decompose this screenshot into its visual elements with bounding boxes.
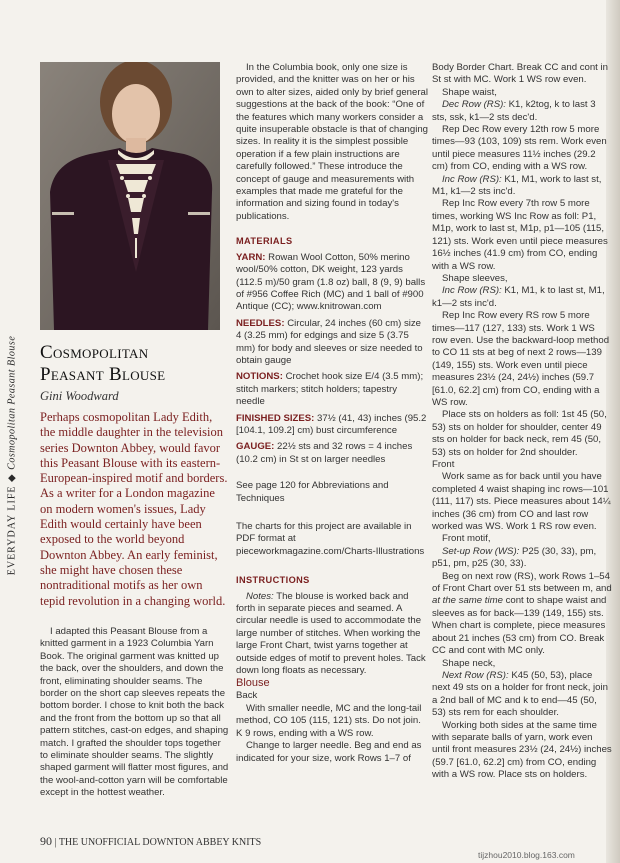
materials-needles: NEEDLES: Circular, 24 inches (60 cm) size 4 (3.25 mm) for edgings and size 5 (3.75 mm) for body and sleeves or size needed to obtain gauge <box>236 317 423 366</box>
shape-neck-label: Shape neck, <box>442 657 496 669</box>
footer-divider: | <box>54 837 59 848</box>
inc-row: Inc Row (RS): K1, M1, work to last st, M1, k1—2 sts inc'd. <box>432 173 602 198</box>
body-column-1 <box>40 626 230 800</box>
instructions-paragraph: Working both sides at the same time with separate balls of yarn, work even until front measures 23½ (24, 24½) inches (59.7 [61.0, 62.2] cm) from CO, ending with a WS row. Place sts on holders. <box>432 719 612 781</box>
materials-notions: NOTIONS: Crochet hook size E/4 (3.5 mm); stitch markers; stitch holders; tapestry needle <box>236 371 424 408</box>
blouse-subheading: Blouse <box>236 677 270 690</box>
diamond-icon: ◆ <box>6 469 18 482</box>
materials-gauge: GAUGE: 22½ sts and 32 rows = 4 inches (10.2 cm) in St st on larger needles <box>236 441 413 465</box>
shape-waist-label: Shape waist, <box>442 86 497 98</box>
page-number: 90 <box>40 834 52 848</box>
watermark: tijzhou2010.blog.163.com <box>478 850 575 860</box>
sidebar-section: EVERYDAY LIFE <box>6 485 18 576</box>
title-line-2: Peasant Blouse <box>40 364 166 385</box>
sidebar-title: Cosmopolitan Peasant Blouse <box>6 335 18 470</box>
article-title <box>40 342 230 386</box>
author-name: Gini Woodward <box>40 389 119 403</box>
materials-list <box>236 252 428 467</box>
instructions-notes: Notes: The blouse is worked back and forth in separate pieces and seamed. A circular needle is used to accommodate the large number of stitches. When working the large Front Chart, twist yarns together at outside edges of motif to prevent holes. Tack down long floats as necessary. <box>236 590 426 677</box>
body-column-3 <box>432 62 612 782</box>
charts-note: The charts for this project are available in PDF format at pieceworkmagazine.com/Charts-Illustrations <box>236 521 425 557</box>
materials-yarn: YARN: Rowan Wool Cotton, 50% merino wool/50% cotton, DK weight, 123 yards (112.5 m)/50 gram (1.8 oz) ball, 8 (9, 9) balls of #956 Coffee Rich (MC) and 1 ball of #900 Antique (CC); www.knitrowan.com <box>236 251 426 313</box>
instructions-paragraph: Rep Dec Row every 12th row 5 more times—93 (103, 109) sts rem. Work even until piece measures 11½ inches (29.2 cm) from CO, ending with a WS row. <box>432 124 607 173</box>
instructions-paragraph: Rep Inc Row every 7th row 5 more times, working WS Inc Row as foll: P1, M1p, work to last st, M1p, p1—105 (115, 121) sts. Work even until piece measures 16½ inches (41.9 cm) from CO, ending with a WS row. <box>432 198 608 272</box>
see-page-note: See page 120 for Abbreviations and Techniques <box>236 480 389 504</box>
body-paragraph: In the Columbia book, only one size is provided, and the knitter was on her or his own to alter sizes, aided only by brief general suggestions at the back of the book: “One of the features which many workers consider a quite insuperable obstacle is that of changing sizes. In reality it is the simplest possible operation if a few plain instructions are carefully followed.” These introduce the concept of gauge and measurements with examples that made me grateful for the information and sizing found in today's publications. <box>236 62 429 222</box>
instructions-heading: INSTRUCTIONS <box>236 575 310 586</box>
page-footer <box>40 834 440 849</box>
book-title: THE UNOFFICIAL DOWNTON ABBEY KNITS <box>58 837 262 848</box>
next-row: Next Row (RS): K45 (50, 53), place next 49 sts on a holder for front neck, join a 2nd ball of MC and k to end—45 (50, 53) sts rem for each shoulder. <box>432 669 608 719</box>
front-subheading: Front <box>432 459 455 470</box>
body-column-2 <box>236 62 428 765</box>
front-motif-label: Front motif, <box>442 533 491 545</box>
body-paragraph: I adapted this Peasant Blouse from a knitted garment in a 1923 Columbia Yarn Book. The original garment was knitted up the back, over the shoulders, and down the front, eliminating shoulder seams. The border on the short cap sleeves repeats the bottom border. I chose to knit both the back and the front from the bottom up so that all pattern stitches, cast-on edges, and shaping match. I grafted the shoulder tops together to eliminate shoulder seams. The slightly shaped garment will flatter most figures, and the wool-and-cotton yarn will be comfortable except in the hottest weather. <box>40 626 229 799</box>
instructions-paragraph: With smaller needle, MC and the long-tail method, CO 105 (115, 121) sts. Do not join. K 9 rows, ending with a WS row. <box>236 702 422 739</box>
title-line-1: Cosmopolitan <box>40 342 149 363</box>
instructions-paragraph: Place sts on holders as foll: 1st 45 (50, 53) sts on holder for shoulder, center 49 sts on holder for back neck, rem 45 (50, 53) sts on holder for 2nd shoulder. <box>432 409 607 458</box>
back-subheading: Back <box>236 690 258 702</box>
blouse-photo-illustration <box>40 62 220 330</box>
inc-row-sleeves: Inc Row (RS): K1, M1, k to last st, M1, k1—2 sts inc'd. <box>432 285 605 309</box>
dec-row: Dec Row (RS): K1, k2tog, k to last 3 sts, ssk, k1—2 sts dec'd. <box>432 99 596 123</box>
instructions-paragraph: Rep Inc Row every RS row 5 more times—117 (127, 133) sts. Work 1 WS row even. Use the backward-loop method to CO 11 sts at beg of next 2 rows—139 (149, 155) sts. Work even until piece measures 23½ (24, 24½) inches (59.7 [61.0, 62.2] cm) from CO, ending with a WS row. <box>432 310 610 408</box>
setup-row: Set-up Row (WS): P25 (30, 33), pm, p51, pm, p25 (30, 33). <box>432 545 597 570</box>
instructions-paragraph: Change to larger needle. Beg and end as indicated for your size, work Rows 1–7 of <box>236 740 422 764</box>
shape-sleeves-label: Shape sleeves, <box>442 272 508 284</box>
materials-finished-sizes: FINISHED SIZES: 37½ (41, 43) inches (95.2 [104.1, 109.2] cm) bust circumference <box>236 412 427 436</box>
instructions-paragraph: Body Border Chart. Break CC and cont in St st with MC. Work 1 WS row even. <box>432 62 608 86</box>
instructions-paragraph: Beg on next row (RS), work Rows 1–54 of Front Chart over 51 sts between m, and at the same time cont to shape waist and sleeves as for back—139 (149, 155) sts. When chart is complete, piece measures about 21 inches (53 cm) from CO. Break CC and cont with MC only. <box>432 570 612 657</box>
model-photo <box>40 62 220 330</box>
section-sidebar <box>2 300 18 620</box>
materials-heading: MATERIALS <box>236 236 293 247</box>
instructions-paragraph: Work same as for back until you have completed 4 waist shaping inc rows—101 (111, 117) sts. Piece measures about 14¼ inches (36 cm) from CO and last row worked was WS. Work 1 RS row even. <box>432 471 611 533</box>
title-block <box>40 342 230 609</box>
intro-paragraph: Perhaps cosmopolitan Lady Edith, the middle daughter in the television series Downton Abbey, would favor this Peasant Blouse with its eastern-European-inspired motif and borders. As a writer for a London magazine on modern women's issues, Lady Edith would certainly have been exposed to the world beyond Downton Abbey. An early feminist, she might have chosen these nontraditional motifs as her own tepid revolution in a changing world. <box>40 410 228 608</box>
